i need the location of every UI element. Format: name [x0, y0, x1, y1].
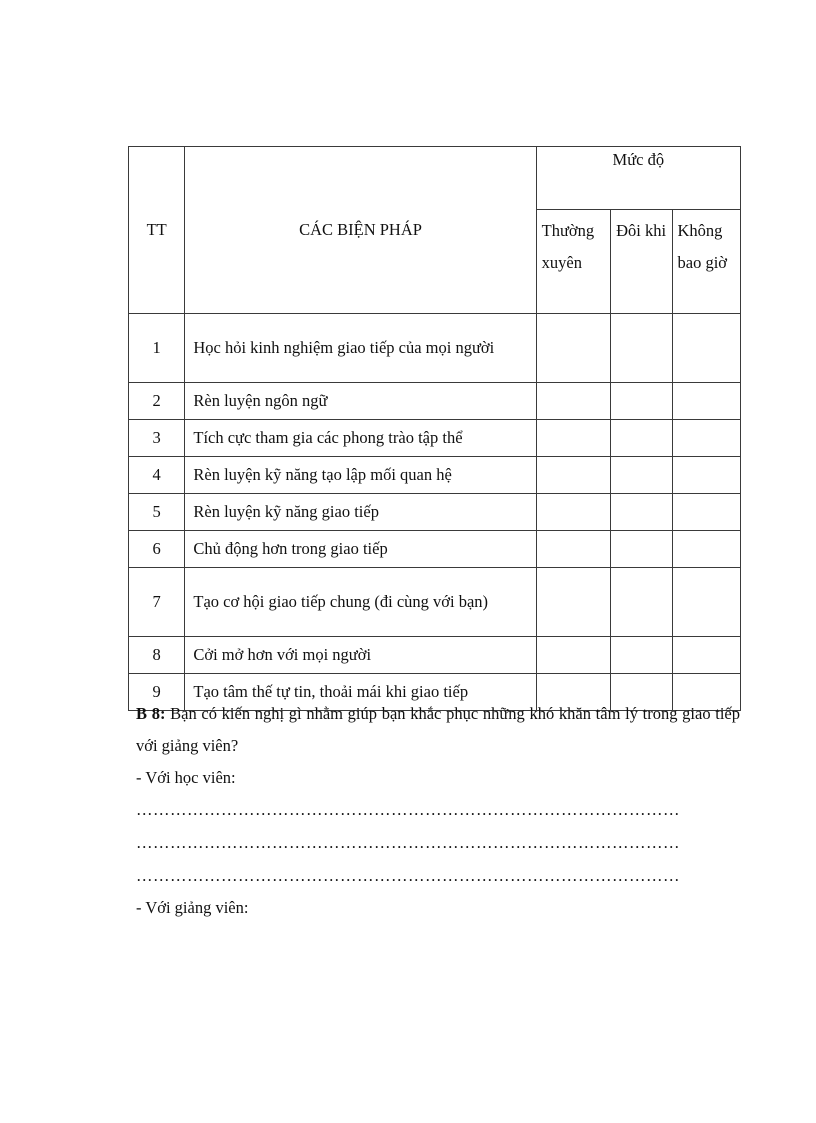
row-number: 5 [129, 494, 185, 531]
cell-often[interactable] [536, 531, 610, 568]
cell-never[interactable] [672, 568, 740, 637]
question-text: Bạn có kiến nghị gì nhằm giúp bạn khắc phục những khó khăn tâm lý trong giao tiếp với giảng viên? [136, 704, 741, 755]
cell-often[interactable] [536, 494, 610, 531]
row-measure: Tạo cơ hội giao tiếp chung (đi cùng với bạn) [185, 568, 536, 637]
cell-often[interactable] [536, 457, 610, 494]
answer-line[interactable]: …………………………………………………………………………………… [136, 866, 680, 885]
row-measure: Tích cực tham gia các phong trào tập thể [185, 420, 536, 457]
cell-sometimes[interactable] [611, 314, 672, 383]
cell-often[interactable] [536, 568, 610, 637]
table-row [129, 420, 741, 457]
row-number: 3 [129, 420, 185, 457]
answer-line[interactable]: …………………………………………………………………………………… [136, 833, 680, 852]
row-measure: Rèn luyện ngôn ngữ [185, 383, 536, 420]
row-number: 9 [129, 674, 185, 711]
cell-sometimes[interactable] [611, 494, 672, 531]
row-measure: Cởi mở hơn với mọi người [185, 637, 536, 674]
row-measure: Chủ động hơn trong giao tiếp [185, 531, 536, 568]
row-number: 4 [129, 457, 185, 494]
header-level: Mức độ [536, 147, 740, 210]
cell-never[interactable] [672, 637, 740, 674]
table-row [129, 494, 741, 531]
cell-often[interactable] [536, 383, 610, 420]
students-label: - Với học viên: [136, 768, 236, 787]
survey-table [128, 146, 741, 711]
row-measure: Học hỏi kinh nghiệm giao tiếp của mọi người [185, 314, 536, 383]
row-measure: Rèn luyện kỹ năng giao tiếp [185, 494, 536, 531]
table-row [129, 383, 741, 420]
cell-often[interactable] [536, 637, 610, 674]
table-row [129, 637, 741, 674]
row-number: 8 [129, 637, 185, 674]
table-row [129, 568, 741, 637]
cell-sometimes[interactable] [611, 383, 672, 420]
question-b8 [136, 698, 740, 762]
row-number: 2 [129, 383, 185, 420]
header-measures: CÁC BIỆN PHÁP [185, 147, 536, 314]
cell-often[interactable] [536, 420, 610, 457]
cell-sometimes[interactable] [611, 568, 672, 637]
cell-never[interactable] [672, 383, 740, 420]
cell-sometimes[interactable] [611, 420, 672, 457]
lecturers-label: - Với giảng viên: [136, 898, 249, 917]
row-number: 6 [129, 531, 185, 568]
header-tt: TT [129, 147, 185, 314]
cell-sometimes[interactable] [611, 531, 672, 568]
cell-sometimes[interactable] [611, 637, 672, 674]
cell-never[interactable] [672, 314, 740, 383]
question-label: B 8: [136, 704, 166, 723]
row-number: 1 [129, 314, 185, 383]
cell-sometimes[interactable] [611, 457, 672, 494]
answer-line[interactable]: …………………………………………………………………………………… [136, 800, 680, 819]
cell-never[interactable] [672, 420, 740, 457]
row-measure: Rèn luyện kỹ năng tạo lập mối quan hệ [185, 457, 536, 494]
table-row [129, 314, 741, 383]
cell-never[interactable] [672, 494, 740, 531]
cell-often[interactable] [536, 314, 610, 383]
cell-never[interactable] [672, 457, 740, 494]
row-measure: Tạo tâm thế tự tin, thoải mái khi giao tiếp [185, 674, 536, 711]
row-number: 7 [129, 568, 185, 637]
table-row [129, 457, 741, 494]
header-never: Không bao giờ [672, 210, 740, 314]
header-sometimes: Đôi khi [611, 210, 672, 314]
table-row [129, 531, 741, 568]
header-often: Thường xuyên [536, 210, 610, 314]
cell-never[interactable] [672, 531, 740, 568]
